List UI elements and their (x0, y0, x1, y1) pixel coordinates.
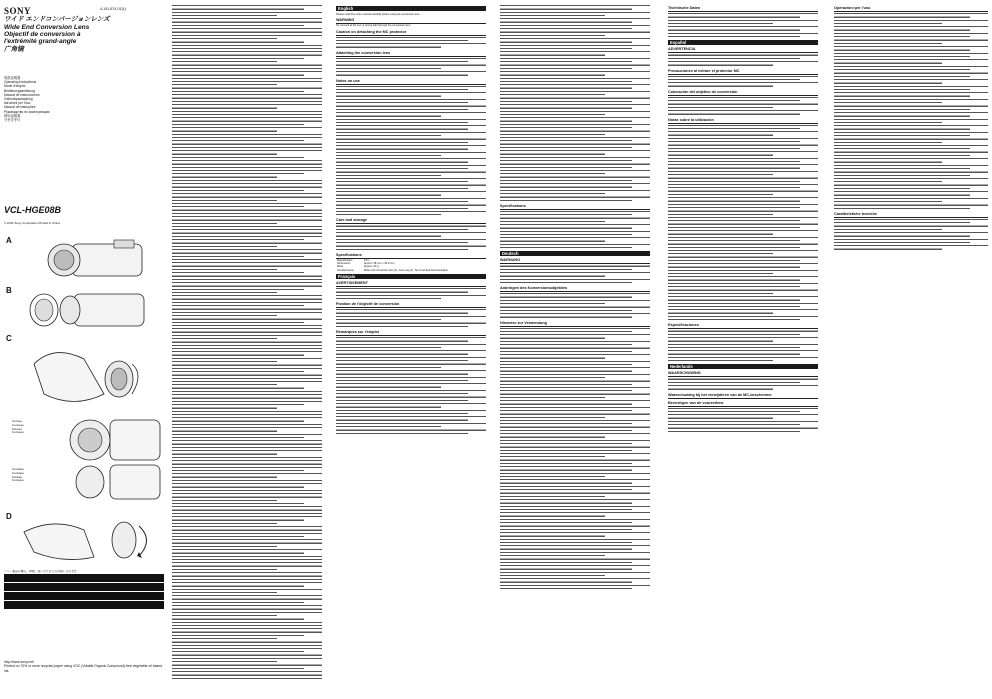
callout-line: Convex (12, 419, 23, 423)
service-box (4, 592, 164, 600)
english-intro: Please read this entire manual carefully before using the conversion lens (336, 13, 420, 16)
figure-label-c: C (6, 334, 12, 343)
english-care-body (336, 224, 486, 250)
callout-line: Concave (12, 470, 24, 475)
footer (4, 660, 164, 673)
english-spec-title: Specifications (336, 253, 486, 259)
english-attach-body (336, 57, 486, 77)
it-caratteristiche: Caratteristiche tecniche (834, 212, 988, 218)
instruction-language: Manual de instruções (4, 105, 36, 110)
instruction-language: 取扱説明書 (4, 76, 21, 80)
service-info-block (4, 570, 164, 610)
footer-recycle: Printed on 70% or more recycled paper using VOC (Volatile Organic Compound)-free vegetable oil based ink. (4, 664, 162, 673)
spec-label: Included items (337, 268, 354, 272)
section-bar-nederlands: Nederlands (668, 364, 818, 369)
figure-c-hand-attach (14, 334, 164, 414)
english-attach-title: Attaching the conversion lens (336, 51, 486, 57)
english-spec-table (336, 259, 486, 272)
es-colocacion: Colocación del objetivo de conversión (668, 90, 818, 96)
instruction-language: Operating Instructions (4, 80, 37, 85)
fr-body-c (336, 336, 486, 435)
de-body-c (500, 327, 650, 591)
sony-logo: SONY (4, 6, 32, 16)
spec-row (336, 269, 486, 272)
text-line (668, 387, 773, 390)
es-body-c (668, 96, 818, 116)
spec-value: 0.8 × (363, 258, 370, 262)
spec-value: Wide end conversion lens (1), Lens cap (1), Set of printed documentation (363, 268, 448, 272)
es-body-d (668, 124, 818, 322)
fr-avert: AVERTISSEMENT (336, 281, 486, 287)
instruction-language: 사용설명서 (4, 118, 20, 123)
fr-spec-body (500, 210, 650, 250)
text-line (668, 35, 800, 38)
text-line (834, 207, 970, 210)
fr-remarques: Remarques sur l'emploi (336, 330, 486, 336)
text-line (668, 318, 800, 321)
figure-c-detail (60, 410, 164, 505)
service-box (4, 583, 164, 591)
column-french-german (500, 4, 650, 696)
instruction-language: Istruzioni per l'uso (4, 101, 31, 106)
spec-label: Mass (337, 265, 344, 269)
text-line (668, 112, 800, 115)
figure-a-camcorder (14, 236, 164, 282)
instruction-language: Bedienungsanleitung (4, 88, 35, 93)
spec-label: Dimensions (337, 262, 351, 266)
figure-label-a: A (6, 236, 12, 245)
de-hinweise: Hinweise zur Verwendung (500, 321, 650, 327)
text-line (500, 587, 632, 590)
title-jp: ワイド エンドコンバージョンレンズ (4, 16, 110, 23)
it-body-a (834, 12, 988, 210)
figure-label-b: B (6, 286, 12, 295)
text-line (500, 315, 632, 318)
english-notes-body (336, 85, 486, 217)
it-title: Operazioni per l'uso (834, 6, 988, 12)
text-line (336, 73, 468, 76)
fr-spec: Spécifications (500, 204, 650, 210)
service-box (4, 574, 164, 582)
text-line (668, 430, 800, 433)
model-number: VCL-HGE08B (4, 205, 62, 215)
text-line (336, 432, 468, 435)
fr-body-a (336, 287, 486, 300)
english-warning-title: WARNING (336, 18, 486, 24)
es-body-a (668, 53, 818, 66)
spec-value: Approx. 68 mm × 30.8 mm (363, 262, 395, 266)
text-line (500, 281, 632, 284)
de-technische: Technische Daten (668, 6, 818, 12)
text-line (336, 248, 468, 251)
es-precaucion: Precauciones al extraer el protector MC (668, 69, 818, 75)
de-spec-body (668, 12, 818, 38)
text-line (668, 359, 773, 362)
column-italian (834, 4, 988, 696)
instruction-language: Руководство по эксплуатации (4, 109, 50, 114)
es-espec: Especificaciones (668, 323, 818, 329)
english-care-title: Care and storage (336, 218, 486, 224)
instruction-language: Mode d'emploi (4, 84, 26, 89)
english-notes-title: Notes on use (336, 79, 486, 85)
nl-body-a (668, 377, 818, 390)
english-warning-text: Do not look at the sun or strong light through the conversion lens. (336, 24, 411, 28)
nl-warn: WAARSCHUWING (668, 371, 818, 377)
text-line (668, 84, 773, 87)
column-english-french (336, 4, 486, 696)
nl-verwijderen: Waarschuwing bij het verwijderen van de MC-beschermer (668, 393, 818, 399)
instruction-language: 使用說明書 (4, 113, 21, 118)
callout-line: Cóncavo (12, 478, 24, 483)
text-line (336, 325, 468, 328)
column-japanese (172, 4, 322, 696)
spec-label: Magnification (337, 258, 353, 262)
de-warn: WARNUNG (500, 258, 650, 264)
text-line (834, 247, 942, 250)
callout-line: Convexe (12, 422, 24, 427)
de-body-a (500, 264, 650, 284)
text-line (336, 213, 441, 216)
fr-body-d (500, 4, 650, 202)
de-anbringen: Anbringen des Konversionsobjektivs (500, 286, 650, 292)
section-bar-francais: Français (336, 274, 486, 279)
english-caution-body (336, 36, 486, 49)
instruction-language-list (4, 76, 164, 122)
callout-line: Konvex (12, 426, 23, 431)
part-code: 4-191-874-01(1) (100, 7, 126, 11)
es-body-b (668, 75, 818, 88)
instruction-language: Gebruiksaanwijzing (4, 97, 33, 102)
es-spec-body (668, 329, 818, 362)
callout-convex (12, 420, 52, 435)
figure-b-attach-lens (14, 286, 164, 332)
es-notas: Notas sobre la utilización (668, 118, 818, 124)
figure-label-d: D (6, 512, 12, 521)
copyright: © 2011 Sony Corporation Printed in China (4, 221, 60, 225)
title-en: Wide End Conversion Lens (4, 24, 90, 31)
it-spec-body (834, 218, 988, 251)
nl-bevestigen: Bevestigen van de voorzetlens (668, 401, 818, 407)
title-fr: Objectif de conversion à (4, 31, 81, 39)
service-line: ソニー製品の購入、修理、使いかたなどのお問い合わせ先 (4, 570, 77, 573)
column-german-spanish-dutch (668, 4, 818, 696)
spec-value: Approx. 60 g (363, 265, 379, 269)
callout-line: Konkav (12, 474, 23, 479)
section-bar-english: English (336, 6, 486, 11)
footer-url: http://www.sony.net/ (4, 660, 35, 664)
title-cn: 广角镜 (4, 45, 24, 53)
fr-body-b (336, 308, 486, 328)
figure-d-detach (14, 512, 164, 564)
es-adv: ADVERTENCIA (668, 47, 818, 53)
de-body-b (500, 292, 650, 318)
callout-concave (12, 468, 52, 483)
english-caution-title: Caution on detaching the MC protector (336, 30, 486, 36)
fr-fixation: Fixation de l'objectif de conversion (336, 302, 486, 308)
section-bar-deutsch: Deutsch (500, 251, 650, 256)
section-bar-espanol: Español (668, 40, 818, 45)
title-block (4, 16, 164, 53)
instruction-language: Manual de instrucciones (4, 92, 40, 97)
text-line (172, 677, 322, 680)
text-line (500, 199, 632, 202)
nl-body-b (668, 407, 818, 433)
service-box (4, 601, 164, 609)
text-line (500, 246, 632, 249)
text-line (336, 297, 441, 300)
text-line (668, 63, 773, 66)
callout-line: Convexo (12, 430, 24, 435)
title-fr2: l'extrémité grand-angle (4, 38, 77, 46)
callout-line: Concave (12, 467, 24, 471)
text-line (336, 45, 441, 48)
